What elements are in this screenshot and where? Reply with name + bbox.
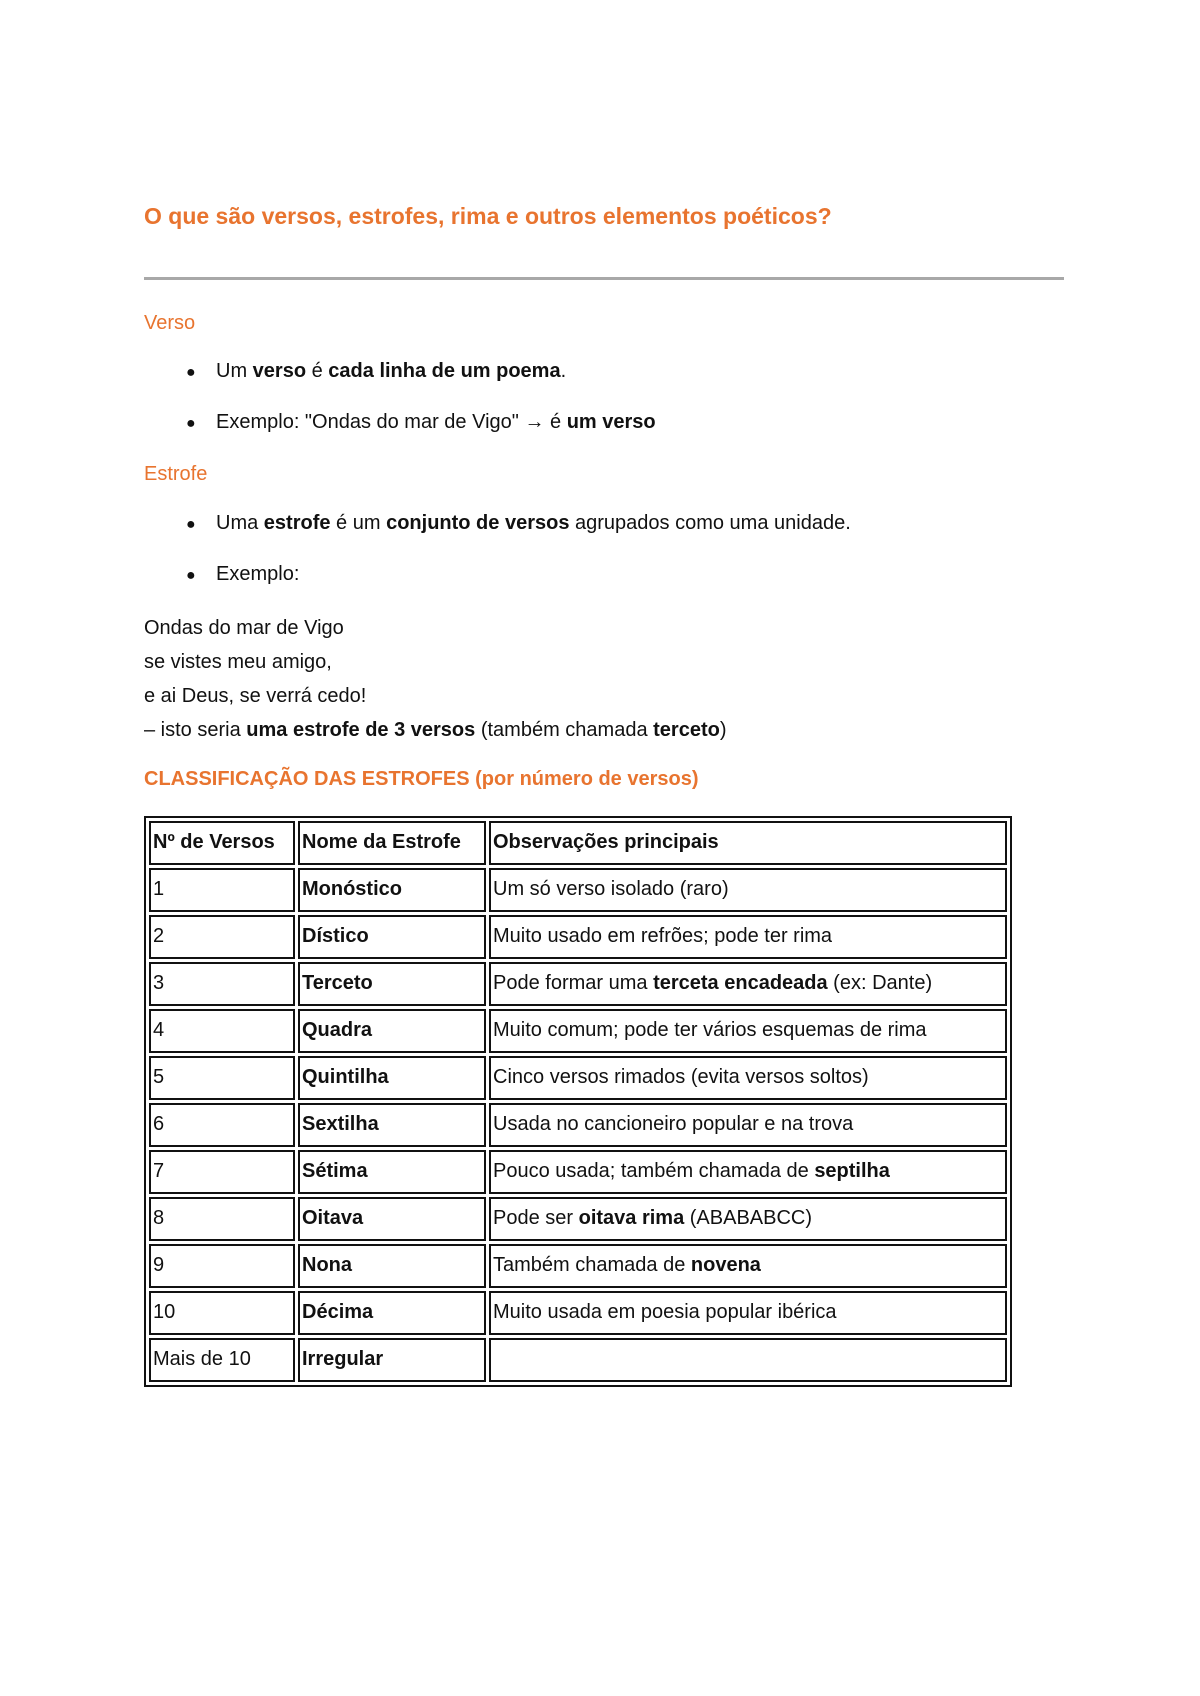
verse-count-cell: 7	[149, 1150, 295, 1194]
table-row	[149, 1056, 1007, 1100]
text-run: é	[306, 360, 329, 382]
text-run: .	[560, 360, 567, 382]
text-run: Cinco versos rimados (evita versos soltos)	[493, 1066, 869, 1088]
document-title: O que são versos, estrofes, rima e outros elementos poéticos?	[144, 203, 832, 229]
stanza-line	[144, 679, 727, 713]
stanza-name-cell: Monóstico	[298, 868, 486, 912]
stanza-name-cell: Sextilha	[298, 1103, 486, 1147]
table-row	[149, 1338, 1007, 1382]
text-run: Também chamada de	[493, 1254, 691, 1276]
bullet-icon: ●	[186, 364, 196, 381]
horizontal-rule	[144, 277, 1064, 280]
stanza-name-cell: Sétima	[298, 1150, 486, 1194]
text-run: Pode formar uma	[493, 972, 654, 994]
verse-count-cell: 1	[149, 868, 295, 912]
header-cell: Nº de Versos	[149, 821, 295, 865]
table-row	[149, 1291, 1007, 1335]
bold-text: terceto	[653, 719, 720, 741]
text-run: Exemplo: "Ondas do mar de Vigo" → é	[216, 411, 567, 433]
verse-count-cell: 2	[149, 915, 295, 959]
example-stanza	[144, 611, 727, 747]
list-item	[186, 563, 299, 586]
bullet-text	[216, 512, 851, 535]
text-run: Uma	[216, 512, 264, 534]
stanza-name-cell: Dístico	[298, 915, 486, 959]
verse-count-cell: 6	[149, 1103, 295, 1147]
observation-cell	[489, 1244, 1007, 1288]
verse-count-cell: 3	[149, 962, 295, 1006]
table-row	[149, 1103, 1007, 1147]
stanza-name-cell: Quadra	[298, 1009, 486, 1053]
text-run: – isto seria	[144, 719, 247, 741]
stanza-name-cell: Irregular	[298, 1338, 486, 1382]
list-item	[186, 411, 656, 434]
text-run: se vistes meu amigo,	[144, 651, 332, 673]
bold-text: verso	[252, 360, 307, 382]
bold-text: terceta encadeada	[653, 972, 828, 994]
observation-cell	[489, 1150, 1007, 1194]
text-run: Ondas do mar de Vigo	[144, 617, 344, 639]
text-run: Exemplo:	[216, 563, 300, 585]
stanza-line	[144, 611, 727, 645]
verse-count-cell: 4	[149, 1009, 295, 1053]
section-heading-estrofe: Estrofe	[144, 463, 208, 485]
bullet-icon: ●	[186, 567, 196, 584]
bullet-icon: ●	[186, 415, 196, 432]
stanza-note	[144, 713, 727, 747]
verse-count-cell: 5	[149, 1056, 295, 1100]
bold-text: um verso	[566, 411, 656, 433]
observation-cell	[489, 868, 1007, 912]
bullet-text	[216, 563, 299, 586]
table-row	[149, 1009, 1007, 1053]
table-row	[149, 1197, 1007, 1241]
table-body	[149, 868, 1007, 1382]
text-run: Pode ser	[493, 1207, 579, 1229]
table-row	[149, 962, 1007, 1006]
bullet-icon: ●	[186, 516, 196, 533]
stanza-name-cell: Oitava	[298, 1197, 486, 1241]
verse-count-cell: 10	[149, 1291, 295, 1335]
bold-text: conjunto de versos	[386, 512, 570, 534]
bold-text: oitava rima	[578, 1207, 685, 1229]
observation-cell	[489, 962, 1007, 1006]
text-run: Um	[216, 360, 253, 382]
stanza-name-cell: Décima	[298, 1291, 486, 1335]
text-run: Muito usada em poesia popular ibérica	[493, 1301, 837, 1323]
observation-cell	[489, 1103, 1007, 1147]
text-run: Muito usado em refrões; pode ter rima	[493, 925, 833, 947]
list-item	[186, 360, 566, 383]
bold-text: uma estrofe de 3 versos	[246, 719, 476, 741]
section-heading-verso: Verso	[144, 312, 196, 334]
stanza-table	[144, 816, 1012, 1387]
observation-cell	[489, 1197, 1007, 1241]
text-run: )	[719, 719, 727, 741]
header-cell: Observações principais	[489, 821, 1007, 865]
verse-count-cell: 9	[149, 1244, 295, 1288]
text-run: e ai Deus, se verrá cedo!	[144, 685, 367, 707]
table-row	[149, 1150, 1007, 1194]
header-cell: Nome da Estrofe	[298, 821, 486, 865]
list-item	[186, 512, 851, 535]
observation-cell	[489, 1338, 1007, 1382]
bold-text: novena	[690, 1254, 761, 1276]
text-run: é um	[330, 512, 387, 534]
bullet-text	[216, 411, 656, 434]
text-run: agrupados como uma unidade.	[569, 512, 851, 534]
stanza-line	[144, 645, 727, 679]
observation-cell	[489, 1056, 1007, 1100]
stanza-name-cell: Nona	[298, 1244, 486, 1288]
text-run: (ABABABCC)	[684, 1207, 813, 1229]
text-run: Muito comum; pode ter vários esquemas de rima	[493, 1019, 927, 1041]
stanza-name-cell: Quintilha	[298, 1056, 486, 1100]
bullet-text	[216, 360, 566, 383]
table-row	[149, 1244, 1007, 1288]
text-run: Pouco usada; também chamada de	[493, 1160, 815, 1182]
stanza-name-cell: Terceto	[298, 962, 486, 1006]
verse-count-cell: 8	[149, 1197, 295, 1241]
bold-text: estrofe	[263, 512, 331, 534]
text-run: Um só verso isolado (raro)	[493, 878, 729, 900]
observation-cell	[489, 1009, 1007, 1053]
table-header-row	[149, 821, 1007, 865]
table-row	[149, 868, 1007, 912]
text-run: (ex: Dante)	[827, 972, 933, 994]
text-run: Usada no cancioneiro popular e na trova	[493, 1113, 854, 1135]
table-row	[149, 915, 1007, 959]
table-title: CLASSIFICAÇÃO DAS ESTROFES (por número de versos)	[144, 768, 699, 790]
bold-text: septilha	[814, 1160, 890, 1182]
observation-cell	[489, 915, 1007, 959]
text-run: (também chamada	[475, 719, 654, 741]
verse-count-cell: Mais de 10	[149, 1338, 295, 1382]
observation-cell	[489, 1291, 1007, 1335]
bold-text: cada linha de um poema	[328, 360, 561, 382]
